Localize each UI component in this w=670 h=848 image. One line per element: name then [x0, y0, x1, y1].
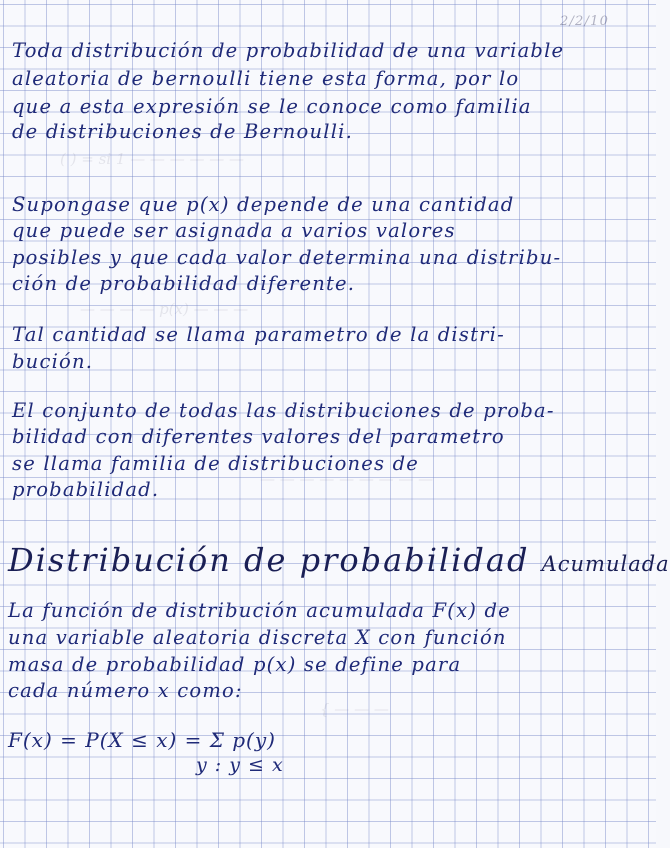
text-line: se llama familia de distribuciones de [12, 452, 420, 475]
bleed-through-text: { — — — [320, 700, 389, 718]
text-line: bilidad con diferentes valores del parametro [12, 425, 505, 448]
text-line: La función de distribución acumulada F(x) de [8, 599, 511, 622]
text-line: posibles y que cada valor determina una distribu- [12, 246, 562, 269]
text-line: aleatoria de bernoulli tiene esta forma, por lo [12, 67, 520, 90]
section-title-tail: Acumulada [541, 552, 670, 576]
corner-date-mark: 2/2/10 [560, 14, 610, 29]
text-line: probabilidad. [12, 478, 160, 501]
text-line: cada número x como: [8, 679, 243, 702]
text-line: Tal cantidad se llama parametro de la distri- [12, 323, 505, 346]
text-line: que a esta expresión se le conoce como familia [12, 95, 532, 118]
bleed-through-text: ( ) = si 1 — — — — — — [60, 150, 244, 168]
text-line: masa de probabilidad p(x) se define para [8, 653, 462, 676]
text-line: Toda distribución de probabilidad de una variable [12, 39, 565, 62]
bleed-through-text: — — — — — — — — — [260, 470, 434, 488]
text-line: de distribuciones de Bernoulli. [12, 120, 353, 143]
section-title-main: Distribución de probabilidad [8, 541, 530, 579]
text-line: El conjunto de todas las distribuciones de proba- [12, 399, 555, 422]
text-line: Supongase que p(x) depende de una cantidad [12, 193, 515, 216]
text-line: que puede ser asignada a varios valores [12, 219, 456, 242]
section-title [8, 540, 670, 584]
text-line: una variable aleatoria discreta X con función [8, 626, 507, 649]
cdf-formula-subscript: y : y ≤ x [196, 754, 284, 776]
text-line: ción de probabilidad diferente. [12, 272, 356, 295]
text-line: bución. [12, 350, 94, 373]
bleed-through-text: — — — — p(x) — — — [80, 300, 249, 318]
cdf-formula: F(x) = P(X ≤ x) = Σ p(y) [8, 728, 276, 752]
